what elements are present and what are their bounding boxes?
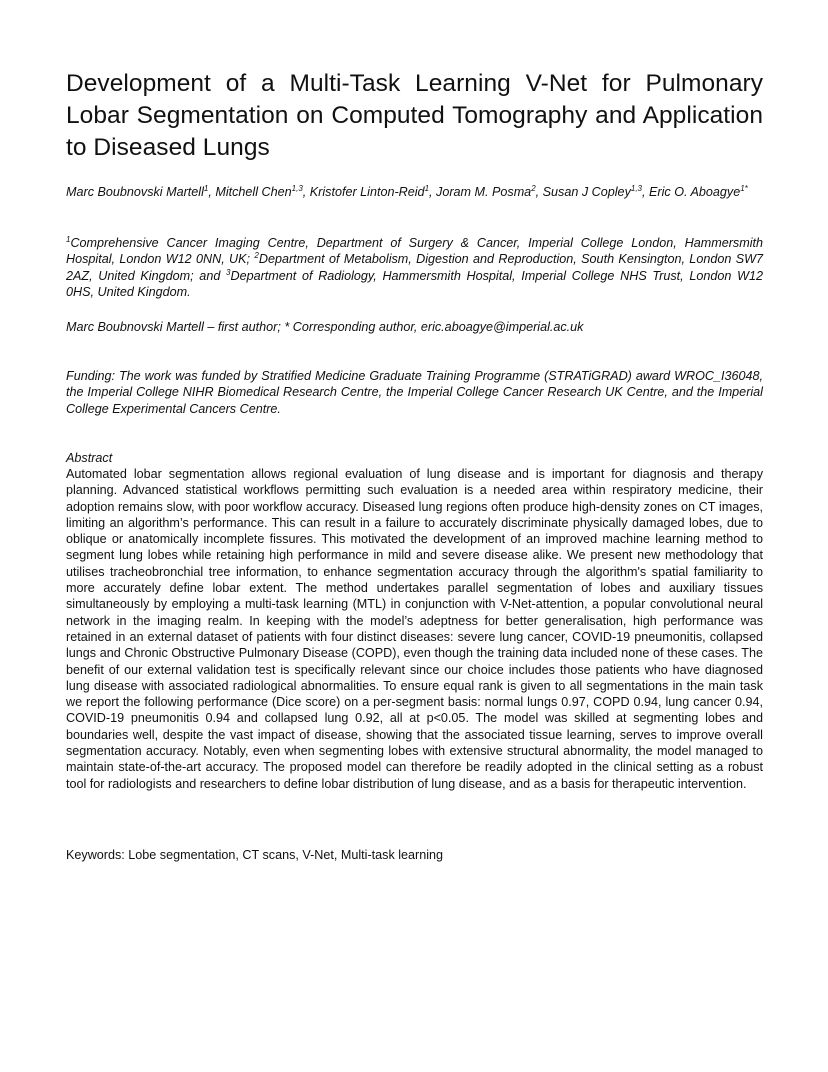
- author: [66, 185, 215, 199]
- abstract-body: Automated lobar segmentation allows regional evaluation of lung disease and is important for diagnosis and therapy planning. Advanced statistical workflows permitting such evaluation is a needed area within respiratory medicine, their adoption remains slow, with poor workflow accuracy. Diseased lung regions often produce high-density zones on CT images, limiting an algorithm’s performance. This can result in a failure to accurately discriminate physically damaged lobes, due to oblique or anatomically incomplete fissures. This motivated the development of an improved machine learning method to segment lung lobes while retaining high performance in mild and severe disease alike. We present new methodology that utilises tracheobronchial tree information, to enhance segmentation accuracy through the algorithm's spatial familiarity to more accurately define lobar extent. The method undertakes parallel segmentation of lobes and auxiliary tissues simultaneously by employing a multi-task learning (MTL) in conjunction with V-Net-attention, a popular convolutional neural network in the imaging realm. In keeping with the model’s adeptness for better generalisation, high performance was retained in an external dataset of patients with four distinct diseases: severe lung cancer, COVID-19 pneumonitis, collapsed lungs and Chronic Obstructive Pulmonary Disease (COPD), even though the training data included none of these cases. The benefit of our external validation test is specifically relevant since our choice includes those patients who have diagnosed lung disease with associated radiological abnormalities. To ensure equal rank is given to all segmentations in the main task we report the following performance (Dice score) on a per-segment basis: normal lungs 0.97, COPD 0.94, lung cancer 0.94, COVID-19 pneumonitis 0.94 and collapsed lung 0.92, all at p<0.05. The model was skilled at segmenting lobes and boundaries well, despite the vast impact of disease, showing that the associated tissue learning, serves to improve overall segmentation accuracy. Notably, even when segmenting lobes with extensive structural abnormality, the model managed to maintain state-of-the-art accuracy. The proposed model can therefore be readily adopted in the clinical setting as a robust tool for radiologists and researchers to define lobar distribution of lung disease, and as a basis for therapeutic intervention.: [66, 467, 763, 791]
- affiliation-mark: 2: [254, 251, 259, 261]
- author: [436, 185, 543, 199]
- correspondence-note: Marc Boubnovski Martell – first author; * Corresponding author, eric.aboagye@imperial.ac.uk: [66, 320, 584, 334]
- author-separator: ,: [302, 185, 310, 199]
- author-name: Joram M. Posma: [436, 185, 532, 199]
- author: [649, 185, 748, 199]
- author: [215, 185, 309, 199]
- affiliation-text: Comprehensive Cancer Imaging Centre, Department of Surgery & Cancer, Imperial College London, Hammersmith Hospital, London W12 0NN, UK;: [66, 236, 763, 267]
- affiliation-mark: 3: [226, 267, 231, 277]
- author-affiliation-mark: 1: [424, 184, 430, 193]
- author: [310, 185, 436, 199]
- author-name: Marc Boubnovski Martell: [66, 185, 204, 199]
- affiliation-text: Department of Radiology, Hammersmith Hospital, Imperial College NHS Trust, London W12 0HS, United Kingdom.: [66, 268, 763, 299]
- author-affiliation-mark: 1,3: [291, 184, 303, 193]
- author: [543, 185, 649, 199]
- paper-title: Development of a Multi-Task Learning V-Net for Pulmonary Lobar Segmentation on Computed Tomography and Application to Diseased Lungs: [66, 70, 763, 161]
- affiliation-mark: 1: [66, 235, 71, 244]
- author-name: Susan J Copley: [542, 185, 631, 199]
- author-list: [66, 184, 763, 200]
- author-affiliation-mark: 1: [203, 184, 209, 193]
- author-separator: ,: [535, 185, 543, 199]
- author-affiliation-mark: 2: [531, 184, 536, 193]
- author-separator: ,: [208, 185, 216, 199]
- affiliation-text: Department of Metabolism, Digestion and Reproduction, South Kensington, London SW7 2AZ, United Kingdom; and: [66, 252, 763, 283]
- keywords: Keywords: Lobe segmentation, CT scans, V-Net, Multi-task learning: [66, 848, 444, 862]
- author-name: Eric O. Aboagye: [649, 185, 741, 199]
- funding-statement: Funding: The work was funded by Stratified Medicine Graduate Training Programme (STRATiGRAD) award WROC_I36048, the Imperial College NIHR Biomedical Research Centre, the Imperial College Cancer Research UK Centre, and the Imperial College Experimental Cancers Centre.: [66, 369, 763, 416]
- affiliations: [66, 235, 763, 300]
- author-separator: ,: [429, 185, 437, 199]
- abstract-heading: Abstract: [66, 451, 113, 465]
- author-name: Kristofer Linton-Reid: [309, 185, 425, 199]
- author-name: Mitchell Chen: [215, 185, 292, 199]
- author-affiliation-mark: 1*: [740, 184, 748, 193]
- author-separator: ,: [642, 185, 649, 199]
- author-affiliation-mark: 1,3: [630, 184, 642, 193]
